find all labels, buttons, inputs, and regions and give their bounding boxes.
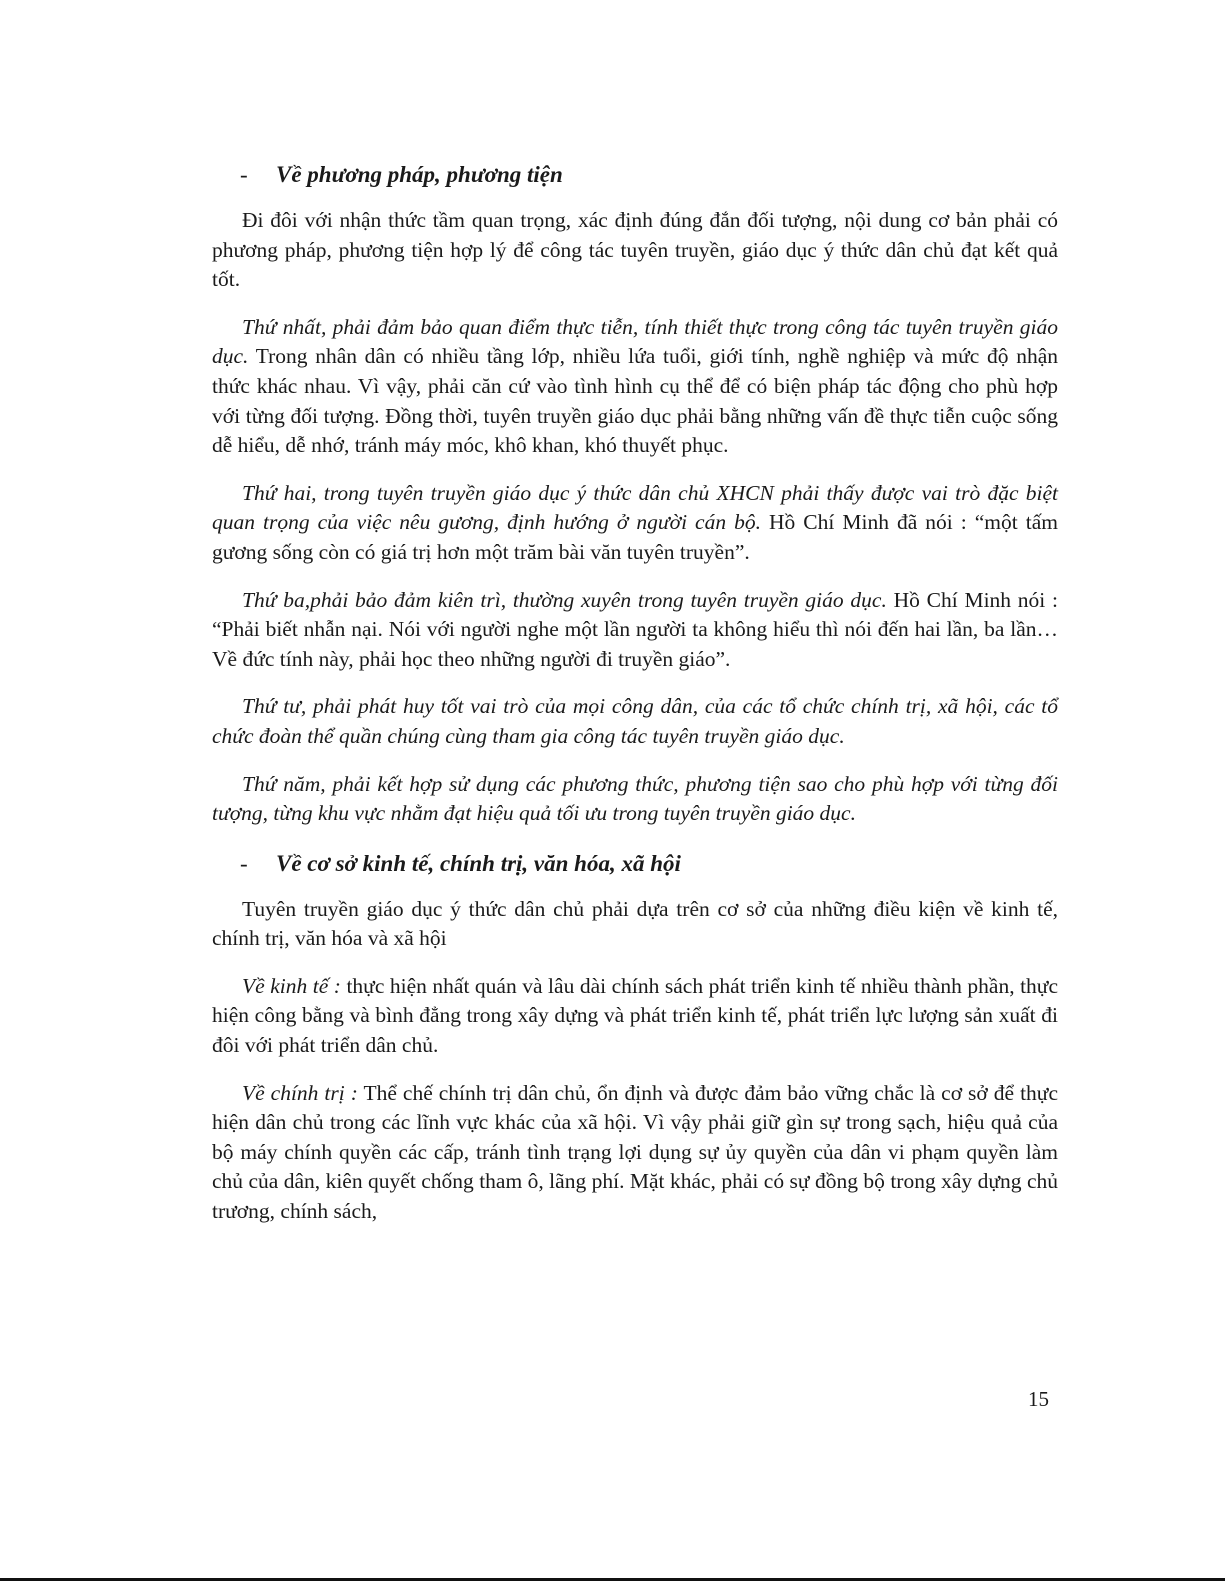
paragraph-first-point (212, 313, 1058, 461)
paragraph-economy (212, 972, 1058, 1061)
body-economy: thực hiện nhất quán và lâu dài chính sách phát triển kinh tế nhiều thành phần, thực hiện công bằng và bình đẳng trong xây dựng và phát triển kinh tế, phát triển lực lượng sản xuất đi đôi với phát triển dân chủ. (212, 973, 1058, 1058)
body-third: Hồ Chí Minh nói : “Phải biết nhẫn nại. Nói với người nghe một lần người ta không hiểu thì nói đến hai lần, ba lần…Về đức tính này, phải học theo những người đi truyền giáo”. (212, 587, 1058, 671)
paragraph-foundations-intro: Tuyên truyền giáo dục ý thức dân chủ phải dựa trên cơ sở của những điều kiện về kinh tế, chính trị, văn hóa và xã hội (212, 896, 1058, 951)
heading-dash: - (240, 162, 248, 187)
body-first: Trong nhân dân có nhiều tầng lớp, nhiều lứa tuổi, giới tính, nghề nghiệp và mức độ nhận thức khác nhau. Vì vậy, phải căn cứ vào tình hình cụ thể để có biện pháp tác động cho phù hợp với từng đối tượng. Đồng thời, tuyên truyền giáo dục phải bằng những vấn đề thực tiễn cuộc sống dễ hiểu, dễ nhớ, tránh máy móc, khô khan, khó thuyết phục. (212, 344, 1058, 458)
paragraph-second-point (212, 479, 1058, 568)
section-heading-methods (240, 158, 1058, 192)
section-heading-foundations (240, 847, 1058, 881)
emphasis-first: Thứ nhất, phải đảm bảo quan điểm thực tiễn, tính thiết thực trong công tác tuyên truyền giáo dục. (212, 314, 1058, 369)
paragraph-politics (212, 1079, 1058, 1227)
paragraph-third-point (212, 586, 1058, 675)
paragraph-fifth-point: Thứ năm, phải kết hợp sử dụng các phương thức, phương tiện sao cho phù hợp với từng đối tượng, từng khu vực nhằm đạt hiệu quả tối ưu trong tuyên truyền giáo dục. (212, 771, 1058, 826)
paragraph-methods-intro: Đi đôi với nhận thức tầm quan trọng, xác định đúng đắn đối tượng, nội dung cơ bản phải có phương pháp, phương tiện hợp lý để công tác tuyên truyền, giáo dục ý thức dân chủ đạt kết quả tốt. (212, 208, 1058, 292)
emphasis-third: Thứ ba,phải bảo đảm kiên trì, thường xuyên trong tuyên truyền giáo dục. (242, 587, 887, 612)
emphasis-second: Thứ hai, trong tuyên truyền giáo dục ý thức dân chủ XHCN phải thấy được vai trò đặc biệt quan trọng của việc nêu gương, định hướng ở người cán bộ. (212, 480, 1058, 535)
paragraph-fourth-point: Thứ tư, phải phát huy tốt vai trò của mọi công dân, của các tổ chức chính trị, xã hội, các tổ chức đoàn thể quần chúng cùng tham gia công tác tuyên truyền giáo dục. (212, 694, 1058, 748)
heading-text: Về cơ sở kinh tế, chính trị, văn hóa, xã hội (276, 850, 681, 876)
bottom-scan-edge (0, 1578, 1225, 1581)
heading-dash: - (240, 850, 248, 876)
document-page (212, 158, 1058, 1245)
emphasis-economy: Về kinh tế : (242, 973, 341, 998)
body-politics: Thể chế chính trị dân chủ, ổn định và được đảm bảo vững chắc là cơ sở để thực hiện dân chủ trong các lĩnh vực khác của xã hội. Vì vậy phải giữ gìn sự trong sạch, hiệu quả của bộ máy chính quyền các cấp, tránh tình trạng lợi dụng sự ủy quyền của dân vi phạm quyền làm chủ của dân, kiên quyết chống tham ô, lãng phí. Mặt khác, phải có sự đồng bộ trong xây dựng chủ trương, chính sách, (212, 1080, 1058, 1224)
page-number: 15 (1028, 1387, 1049, 1411)
emphasis-politics: Về chính trị : (242, 1080, 358, 1105)
body-second: Hồ Chí Minh đã nói : “một tấm gương sống còn có giá trị hơn một trăm bài văn tuyên truyền”. (212, 510, 1059, 564)
heading-text: Về phương pháp, phương tiện (276, 162, 563, 187)
